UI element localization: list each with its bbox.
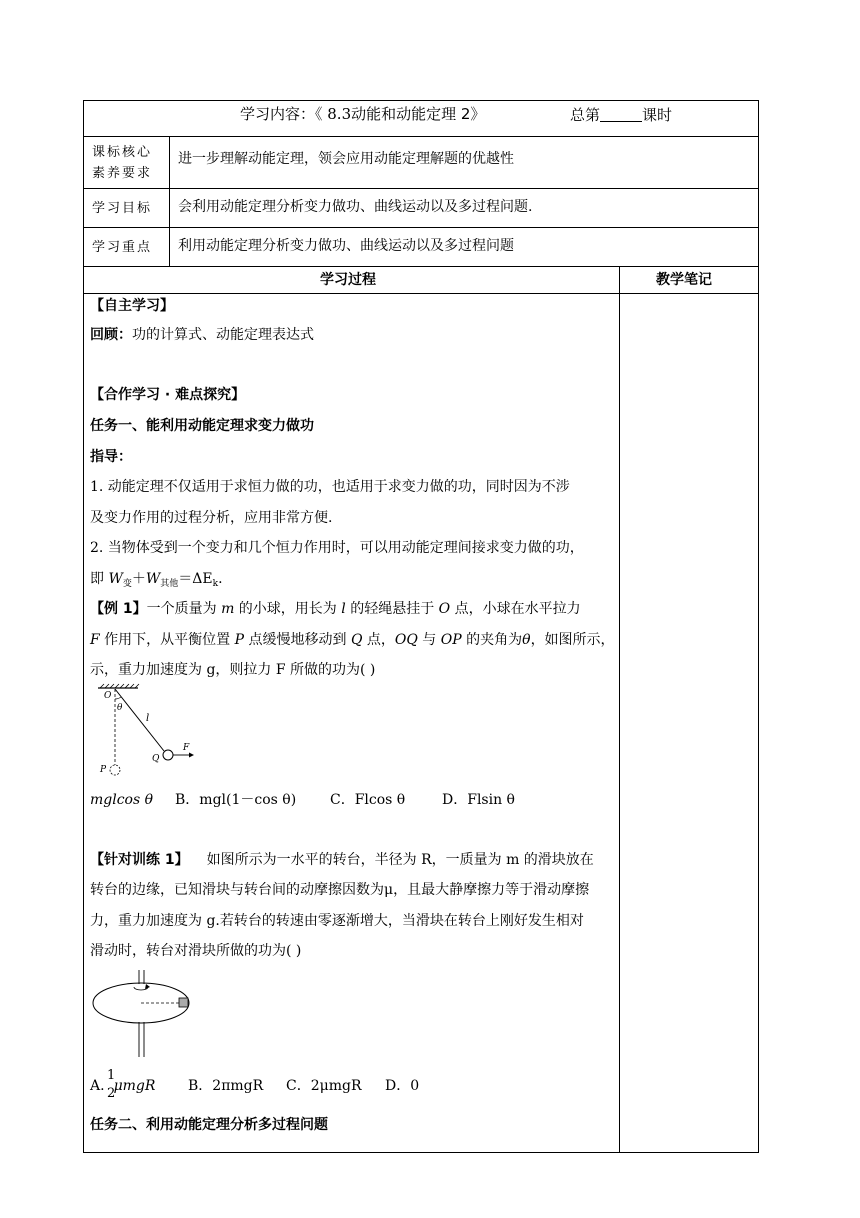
turntable-figure — [88, 970, 198, 1058]
row-label-core-1: 课标核心 — [92, 145, 153, 160]
example1-line3: 示，重力加速度为 g，则拉力 F 所做的功为( ) — [90, 662, 376, 678]
ex1-var-p: P — [234, 632, 245, 648]
example1-tag: 【例 1】 — [90, 601, 147, 617]
formula-line — [90, 572, 223, 589]
col-header-process: 学习过程 — [320, 272, 376, 288]
lesson-header — [240, 107, 485, 122]
drill1-tag: 【针对训练 1】 — [90, 852, 189, 868]
row-divider — [83, 136, 759, 137]
angle-arc — [115, 697, 121, 699]
ex1-text: 的小球，用长为 — [234, 601, 342, 617]
formula-sub-other: 其他 — [160, 579, 179, 589]
ex1-var-f: F — [90, 632, 100, 648]
row-divider — [83, 293, 759, 294]
drill1-option-a[interactable] — [90, 1079, 155, 1093]
guide-label: 指导： — [90, 449, 132, 465]
ex1-text: 点缓慢地移动到 — [244, 632, 351, 648]
row-content-core: 进一步理解动能定理，领会应用动能定理解题的优越性 — [178, 151, 514, 167]
row-label-core-2: 素养要求 — [92, 166, 153, 181]
fig-label-q: Q — [152, 754, 160, 764]
ex1-option-a[interactable] — [90, 793, 153, 807]
col-header-notes: 教学笔记 — [656, 272, 712, 288]
ex1-var-oq: OQ — [394, 632, 418, 648]
formula-w2: W — [145, 571, 161, 587]
ex1-option-b[interactable]: B．mgl(1－cos θ) — [175, 792, 297, 808]
fig-label-l: l — [146, 713, 150, 724]
section-coop: 【合作学习 · 难点探究】 — [90, 387, 246, 403]
row-label-focus: 学习重点 — [92, 240, 153, 255]
section-self-study: 【自主学习】 — [90, 298, 174, 314]
drill1-line2: 转台的边缘，已知滑块与转台间的动摩擦因数为μ，且最大静摩擦力等于滑动摩擦 — [90, 882, 590, 898]
string-line — [115, 689, 164, 751]
example1-line2 — [90, 633, 615, 647]
drill1-option-c[interactable]: C．2μmgR — [286, 1078, 362, 1094]
ex1-text: 作用下，从平衡位置 — [99, 632, 235, 648]
row-divider — [83, 188, 759, 189]
ex1-var-o: O — [438, 601, 451, 617]
slider-block — [179, 998, 188, 1007]
drill1-option-a-prefix: A. — [90, 1078, 105, 1094]
row-divider — [83, 227, 759, 228]
ex1-text: 一个质量为 — [146, 601, 222, 617]
ex1-var-q: Q — [350, 632, 363, 648]
header-title: 动能和动能定理 2》 — [351, 105, 486, 123]
ex1-option-c[interactable]: C．Flcos θ — [330, 792, 406, 808]
drill1-line4: 滑动时，转台对滑块所做的功为( ) — [90, 943, 302, 959]
ex1-var-theta: θ — [522, 632, 531, 648]
total-suffix: 课时 — [642, 106, 673, 124]
ex1-var-m: m — [221, 601, 235, 617]
review-text: 功的计算式、动能定理表达式 — [132, 327, 314, 343]
ex1-var-l: l — [341, 601, 346, 617]
force-arrowhead — [189, 753, 194, 758]
ball-p — [110, 765, 120, 775]
formula-eq: ＝ΔE — [178, 571, 213, 587]
drill1-text: 如图所示为一水平的转台，半径为 R，一质量为 m 的滑块放在 — [206, 852, 594, 868]
ex1-option-d[interactable]: D．Flsin θ — [442, 792, 515, 808]
task1-title: 任务一、能利用动能定理求变力做功 — [90, 418, 314, 434]
drill1-line3: 力，重力加速度为 g.若转台的转速由零逐渐增大，当滑块在转台上刚好发生相对 — [90, 913, 584, 929]
formula-pre: 即 — [90, 571, 109, 587]
ex1-text: 的夹角为 — [461, 632, 523, 648]
formula-w: W — [108, 571, 123, 587]
notes-col-divider — [619, 266, 620, 1153]
formula-end: . — [218, 571, 223, 587]
total-blank[interactable] — [600, 107, 642, 122]
fraction-denominator: 2 — [107, 1086, 116, 1101]
drill1-option-a-text: μmgR — [113, 1078, 156, 1094]
row-label-goal: 学习目标 — [92, 201, 153, 216]
ex1-text: 与 — [417, 632, 441, 648]
ex1-text: ，如图所示， — [530, 632, 615, 648]
formula-plus: ＋ — [131, 571, 146, 587]
row-content-goal: 会利用动能定理分析变力做功、曲线运动以及多过程问题. — [178, 199, 533, 215]
total-prefix: 总第 — [570, 106, 601, 124]
guide-p1-line1: 1. 动能定理不仅适用于求恒力做的功，也适用于求变力做的功，同时因为不涉 — [90, 479, 570, 495]
ball-q — [163, 750, 173, 760]
ex1-text: 点，小球在水平拉力 — [450, 601, 581, 617]
ex1-text: 的轻绳悬挂于 — [345, 601, 439, 617]
fraction-numerator: 1 — [107, 1068, 116, 1083]
ex1-var-op: OP — [440, 632, 462, 648]
fig-label-p: P — [100, 765, 107, 775]
row-divider — [83, 266, 759, 267]
ex1-text: 点， — [362, 632, 395, 648]
label-col-divider — [169, 136, 170, 266]
header-prefix: 学习内容：《 8.3 — [240, 105, 352, 123]
guide-p1-line2: 及变力作用的过程分析，应用非常方便. — [90, 510, 333, 526]
review-line — [90, 328, 314, 342]
formula-k: k — [212, 579, 219, 589]
drill1-option-b[interactable]: B．2πmgR — [188, 1078, 264, 1094]
fig-label-f: F — [183, 743, 190, 753]
review-label: 回顾： — [90, 327, 132, 343]
formula-sub-var: 变 — [122, 579, 132, 589]
total-lessons — [570, 107, 672, 123]
task2-title: 任务二、利用动能定理分析多过程问题 — [90, 1117, 328, 1133]
ex1-option-a-text: mglcos θ — [90, 792, 154, 808]
drill1-option-d[interactable]: D．0 — [385, 1078, 420, 1094]
drill1-line1 — [90, 853, 594, 867]
fig-label-theta: θ — [117, 703, 123, 713]
guide-p2-line1: 2. 当物体受到一个变力和几个恒力作用时，可以用动能定理间接求变力做的功， — [90, 540, 584, 556]
example1-line1 — [90, 602, 581, 616]
row-content-focus: 利用动能定理分析变力做功、曲线运动以及多过程问题 — [178, 238, 514, 254]
fig-label-o: O — [104, 691, 112, 701]
